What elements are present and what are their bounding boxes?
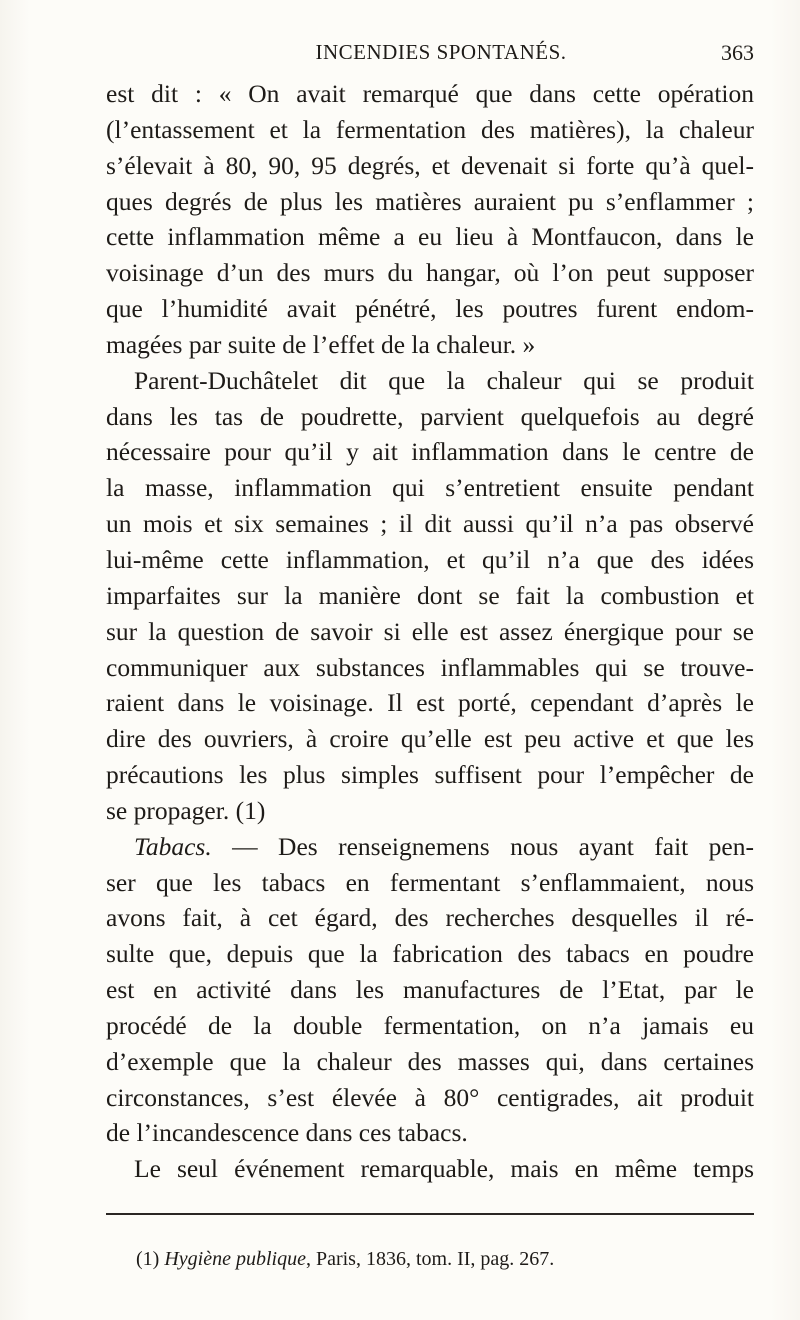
text-line: procédé de la double fermentation, on n’a jamais eu [106,1010,754,1040]
text-line: voisinage d’un des murs du hangar, où l’on peut supposer [106,258,754,288]
footnote-rule [106,1213,754,1215]
text-line: dans les tas de poudrette, parvient quelquefois au degré [106,401,754,431]
line-text: — Des renseignemens nous ayant fait pen- [211,831,754,861]
text-line: sur la question de savoir si elle est assez énergique pour se [106,616,754,646]
text-line: un mois et six semaines ; il dit aussi qu’il n’a pas observé [106,509,754,539]
text-line: raient dans le voisinage. Il est porté, cependant d’après le [106,688,754,718]
text-line: la masse, inflammation qui s’entretient ensuite pendant [106,473,754,503]
footnote-rest: , Paris, 1836, tom. II, pag. 267. [305,1248,555,1270]
text-line: lui-même cette inflammation, et qu’il n’a que des idées [106,544,754,574]
text-line: circonstances, s’est élevée à 80° centigrades, ait produit [106,1082,754,1112]
text-line: que l’humidité avait pénétré, les poutres furent endom- [106,294,754,324]
page-number: 363 [721,40,754,65]
text-line: imparfaites sur la manière dont se fait la combustion et [106,580,754,610]
section-heading: Tabacs. [134,831,212,861]
text-line: Parent-Duchâtelet dit que la chaleur qui se produit [134,365,754,395]
text-line: de l’incandescence dans ces tabacs. [106,1118,468,1148]
text-line: est en activité dans les manufactures de l’Etat, par le [106,975,754,1005]
main-text [106,76,754,1187]
text-line: Le seul événement remarquable, mais en même temps [134,1154,754,1184]
text-line: dire des ouvriers, à croire qu’elle est peu active et que les [106,724,754,754]
footnote-source: Hygiène publique [164,1248,306,1270]
footnote-marker: (1) [136,1248,160,1270]
text-line: ques degrés de plus les matières auraient pu s’enflammer ; [106,186,754,216]
text-line: est dit : « On avait remarqué que dans cette opération [106,79,754,108]
text-line: communiquer aux substances inflammables qui se trouve- [106,652,754,682]
text-line: nécessaire pour qu’il y ait inflammation dans le centre de [106,437,754,467]
text-line: magées par suite de l’effet de la chaleur. » [106,329,536,359]
footnote [136,1248,756,1271]
text-line: (l’entassement et la fermentation des matières), la chaleur [106,114,754,144]
text-line: précautions les plus simples suffisent pour l’empêcher de [106,760,754,790]
text-line: ser que les tabacs en fermentant s’enflammaient, nous [106,867,754,897]
running-title: INCENDIES SPONTANÉS. [315,40,567,64]
text-line: se propager. (1) [106,795,266,825]
page-header [108,40,754,70]
text-line: avons fait, à cet égard, des recherches desquelles il ré- [106,903,754,933]
text-line: d’exemple que la chaleur des masses qui, dans certaines [106,1046,754,1076]
text-line [106,829,754,865]
text-line: sulte que, depuis que la fabrication des tabacs en poudre [106,939,754,969]
text-line: s’élevait à 80, 90, 95 degrés, et devenait si forte qu’à quel- [106,150,754,180]
text-line: cette inflammation même a eu lieu à Montfaucon, dans le [106,222,754,252]
